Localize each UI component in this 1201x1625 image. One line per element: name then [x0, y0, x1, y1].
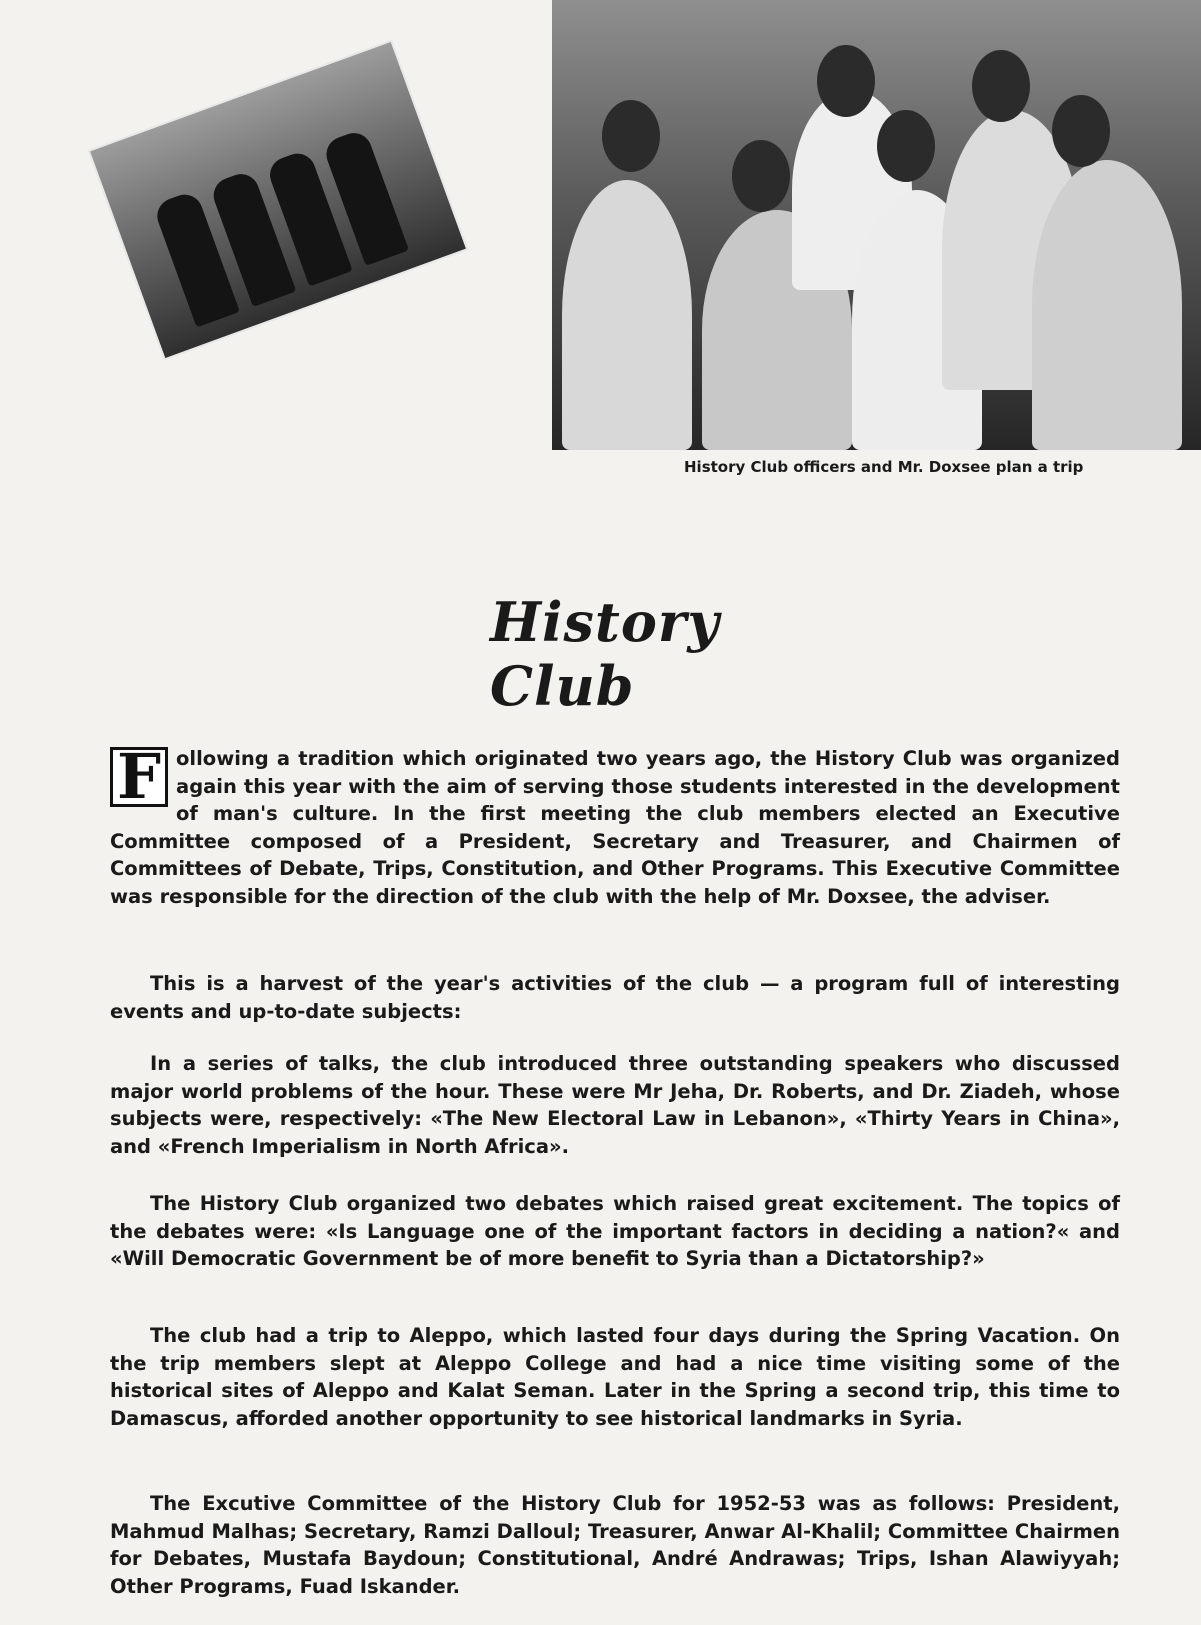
- trips-paragraph: The club had a trip to Aleppo, which lasted four days during the Spring Vacation. On the trip members slept at Aleppo College and had a nice time visiting some of the historical sites of Aleppo and Kalat Seman. Later in the Spring a second trip, this time to Damascus, afforded another opportunity to see historical landmarks in Syria.: [110, 1324, 1120, 1430]
- photo-caption: History Club officers and Mr. Doxsee plan a trip: [684, 458, 1084, 476]
- committee-paragraph: The Excutive Committee of the History Club for 1952-53 was as follows: President, Mahmud Malhas; Secretary, Ramzi Dalloul; Treasurer, Anwar Al-Khalil; Committee Chairmen for Debates, Mustafa Baydoun; Constitutional, André Andrawas; Trips, Ishan Alawiyyah; Other Programs, Fuad Iskander.: [110, 1492, 1120, 1598]
- debates-paragraph: The History Club organized two debates which raised great excitement. The topics of the debates were: «Is Language one of the important factors in deciding a nation?« and «Will Democratic Government be of more benefit to Syria than a Dictatorship?»: [110, 1192, 1120, 1270]
- small-group-photo: [87, 39, 468, 360]
- activities-intro-paragraph: This is a harvest of the year's activities of the club — a program full of interesting events and up-to-date subjects:: [110, 972, 1120, 1023]
- intro-text: ollowing a tradition which originated two years ago, the History Club was organized again this year with the aim of serving those students interested in the development of man's culture. In the first meeting the club members elected an Executive Committee composed of a President, Secretary and Treasurer, and Chairmen of Committees of Debate, Trips, Constitution, and Other Programs. This Executive Committee was responsible for the direction of the club with the help of Mr. Doxsee, the adviser.: [110, 747, 1120, 908]
- drop-cap: F: [110, 747, 168, 807]
- page-title: History Club: [490, 590, 720, 718]
- intro-paragraph: [110, 740, 1120, 910]
- officers-photo: [552, 0, 1201, 450]
- talks-paragraph: In a series of talks, the club introduced three outstanding speakers who discussed major world problems of the hour. These were Mr Jeha, Dr. Roberts, and Dr. Ziadeh, whose subjects were, respectively: «The New Electoral Law in Lebanon», «Thirty Years in China», and «French Imperialism in North Africa».: [110, 1052, 1120, 1158]
